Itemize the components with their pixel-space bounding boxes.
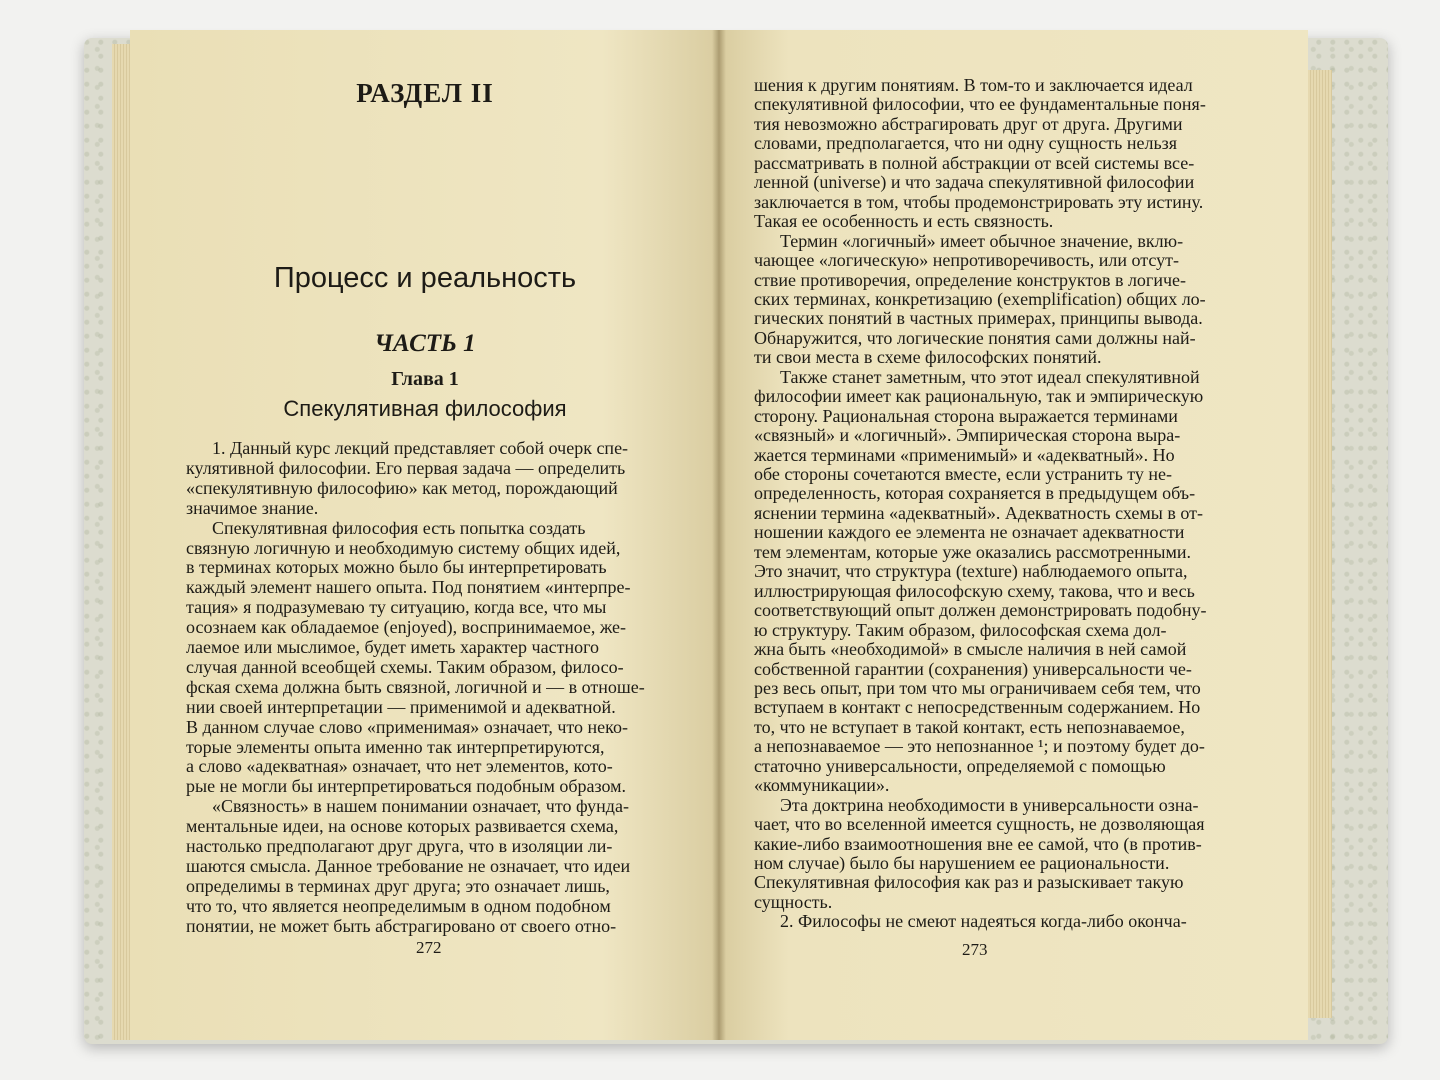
text-line: ментальные идеи, на основе которых развивается схема, — [186, 816, 619, 837]
text-line: «спекулятивную философию» как метод, порождающий — [186, 477, 618, 498]
book-title: Процесс и реальность — [273, 262, 577, 294]
text-line: связную логичную и необходимую систему общих идей, — [186, 537, 621, 558]
text-line: жна быть «необходимой» в смысле наличия в ней самой — [754, 639, 1187, 660]
text-line: вступаем в контакт с непосредственным содержанием. Но — [754, 697, 1201, 718]
text-line: философии имеет как рациональную, так и эмпирическую — [754, 386, 1204, 407]
page-number-right: 273 — [962, 940, 988, 959]
text-line: иллюстрирующая философскую схему, такова, что и весь — [754, 580, 1195, 601]
text-line: статочно универсальности, определяемой с помощью — [754, 755, 1166, 776]
text-line: соответствующий опыт должен демонстрировать подобну- — [754, 600, 1207, 621]
text-line: Также станет заметным, что этот идеал спекулятивной — [780, 366, 1200, 387]
text-line: шения к другим понятиям. В том-то и заключается идеал — [754, 75, 1193, 95]
text-line: «связный» и «логичный». Эмпирическая сторона выра- — [754, 425, 1181, 446]
text-line: а слово «адекватная» означает, что нет элементов, кото- — [186, 756, 613, 777]
text-line: 2. Философы не смеют надеяться когда-либо оконча- — [780, 911, 1187, 932]
text-line: ленной (universe) и что задача спекулятивной философии — [754, 172, 1195, 193]
text-line: сущность. — [754, 891, 833, 912]
text-line: рез весь опыт, при том что мы ограничиваем себя тем, что — [754, 677, 1201, 698]
text-line: яснении термина «адекватный». Адекватность схемы в от- — [754, 502, 1203, 523]
text-line: Спекулятивная философия как раз и разыскивает такую — [754, 872, 1184, 893]
text-line: ношении каждого ее элемента не означает адекватности — [754, 522, 1185, 543]
right-page — [718, 30, 1308, 1040]
text-line: Такая ее особенность и есть связность. — [754, 211, 1054, 232]
text-line: кулятивной философии. Его первая задача — определить — [186, 457, 626, 478]
text-line: значимое знание. — [186, 497, 319, 518]
text-line: Термин «логичный» имеет обычное значение, вклю- — [780, 230, 1184, 251]
text-line: нии своей интерпретации — применимой и адекватной. — [186, 696, 616, 717]
text-line: фская схема должна быть связной, логичной и — в отноше- — [186, 676, 645, 697]
text-line: случая данной всеобщей схемы. Таким образом, филосо- — [186, 656, 624, 677]
part-title: ЧАСТЬ 1 — [374, 330, 476, 357]
text-line: словами, предполагается, что ни одну сущность нельзя — [754, 133, 1178, 154]
text-line: Эта доктрина необходимости в универсальности озна- — [780, 794, 1199, 815]
text-line: В данном случае слово «применимая» означает, что неко- — [186, 716, 628, 737]
text-line: рассматривать в полной абстракции от всей системы все- — [754, 152, 1195, 173]
text-line: сторону. Рациональная сторона выражается терминами — [754, 405, 1178, 426]
left-page — [130, 30, 720, 1040]
text-line: Это значит, что структура (texture) наблюдаемого опыта, — [754, 561, 1188, 582]
text-line: «коммуникации». — [754, 775, 890, 796]
text-line: осознаем как обладаемое (enjoyed), воспринимаемое, же- — [186, 617, 627, 638]
text-line: настолько предполагают друг друга, что в изоляции ли- — [186, 836, 613, 856]
text-line: а непознаваемое — это непознанное ¹; и поэтому будет до- — [754, 736, 1205, 757]
text-line: что то, что является неопределимым в одном подобном — [186, 895, 611, 916]
text-line: «Связность» в нашем понимании означает, что фунда- — [212, 796, 629, 817]
text-line: понятии, не может быть абстрагировано от своего отно- — [186, 915, 617, 936]
text-line: чающее «логическую» непротиворечивость, или отсут- — [754, 250, 1179, 271]
text-line: то, что не вступает в такой контакт, есть непознаваемое, — [754, 716, 1185, 737]
text-line: тем элементам, которые уже оказались рассмотренными. — [754, 541, 1191, 562]
text-line: шаются смысла. Данное требование не означает, что идеи — [186, 855, 631, 876]
text-line: рые не могли бы интерпретироваться подобным образом. — [186, 776, 627, 797]
text-line: спекулятивной философии, что ее фундаментальные поня- — [754, 94, 1206, 115]
text-line: тация» я подразумеваю ту ситуацию, когда все, что мы — [186, 597, 607, 618]
text-line: Обнаружится, что логические понятия сами должны най- — [754, 327, 1196, 348]
text-line: лаемое или мыслимое, будет иметь характер частного — [186, 637, 600, 657]
text-line: ном случае) было бы нарушением ее рациональности. — [754, 853, 1170, 873]
chapter-title: Спекулятивная философия — [283, 396, 567, 421]
section-heading: РАЗДЕЛ II — [356, 78, 494, 108]
text-line: ю структуру. Таким образом, философская схема дол- — [754, 619, 1167, 640]
page-number-left: 272 — [416, 938, 442, 957]
text-line: чает, что во вселенной имеется сущность, не дозволяющая — [754, 814, 1205, 835]
text-line: ти свои места в схеме философских понятий. — [754, 347, 1102, 368]
text-line: тия невозможно абстрагировать друг от друга. Другими — [754, 113, 1183, 134]
text-line: Спекулятивная философия есть попытка создать — [212, 517, 586, 538]
text-line: торые элементы опыта именно так интерпретируются, — [186, 736, 605, 757]
text-line: какие-либо взаимоотношения вне ее самой, что (в против- — [754, 833, 1202, 854]
chapter-number: Глава 1 — [391, 368, 459, 390]
text-line: обе стороны сочетаются вместе, если устранить ту не- — [754, 464, 1173, 484]
text-line: собственной гарантии (сохранения) универсальности че- — [754, 658, 1192, 679]
text-line: определенность, которая сохраняется в предыдущем объ- — [754, 483, 1196, 504]
text-line: жается терминами «применимый» и «адекватный». Но — [754, 444, 1175, 465]
text-line: в терминах которых можно было бы интерпретировать — [186, 557, 607, 578]
text-line: ствие противоречия, определение конструктов в логиче- — [754, 269, 1186, 290]
text-line: каждый элемент нашего опыта. Под понятием «интерпре- — [186, 577, 631, 598]
text-line: гических понятий в частных примерах, принципы вывода. — [754, 308, 1203, 329]
text-line: определимы в терминах друг друга; это означает лишь, — [186, 875, 610, 896]
text-line: ских терминах, конкретизацию (exemplification) общих ло- — [754, 288, 1206, 309]
book-gutter — [712, 30, 726, 1040]
text-line: 1. Данный курс лекций представляет собой очерк спе- — [212, 438, 629, 458]
text-line: заключается в том, чтобы продемонстрировать эту истину. — [754, 191, 1204, 212]
